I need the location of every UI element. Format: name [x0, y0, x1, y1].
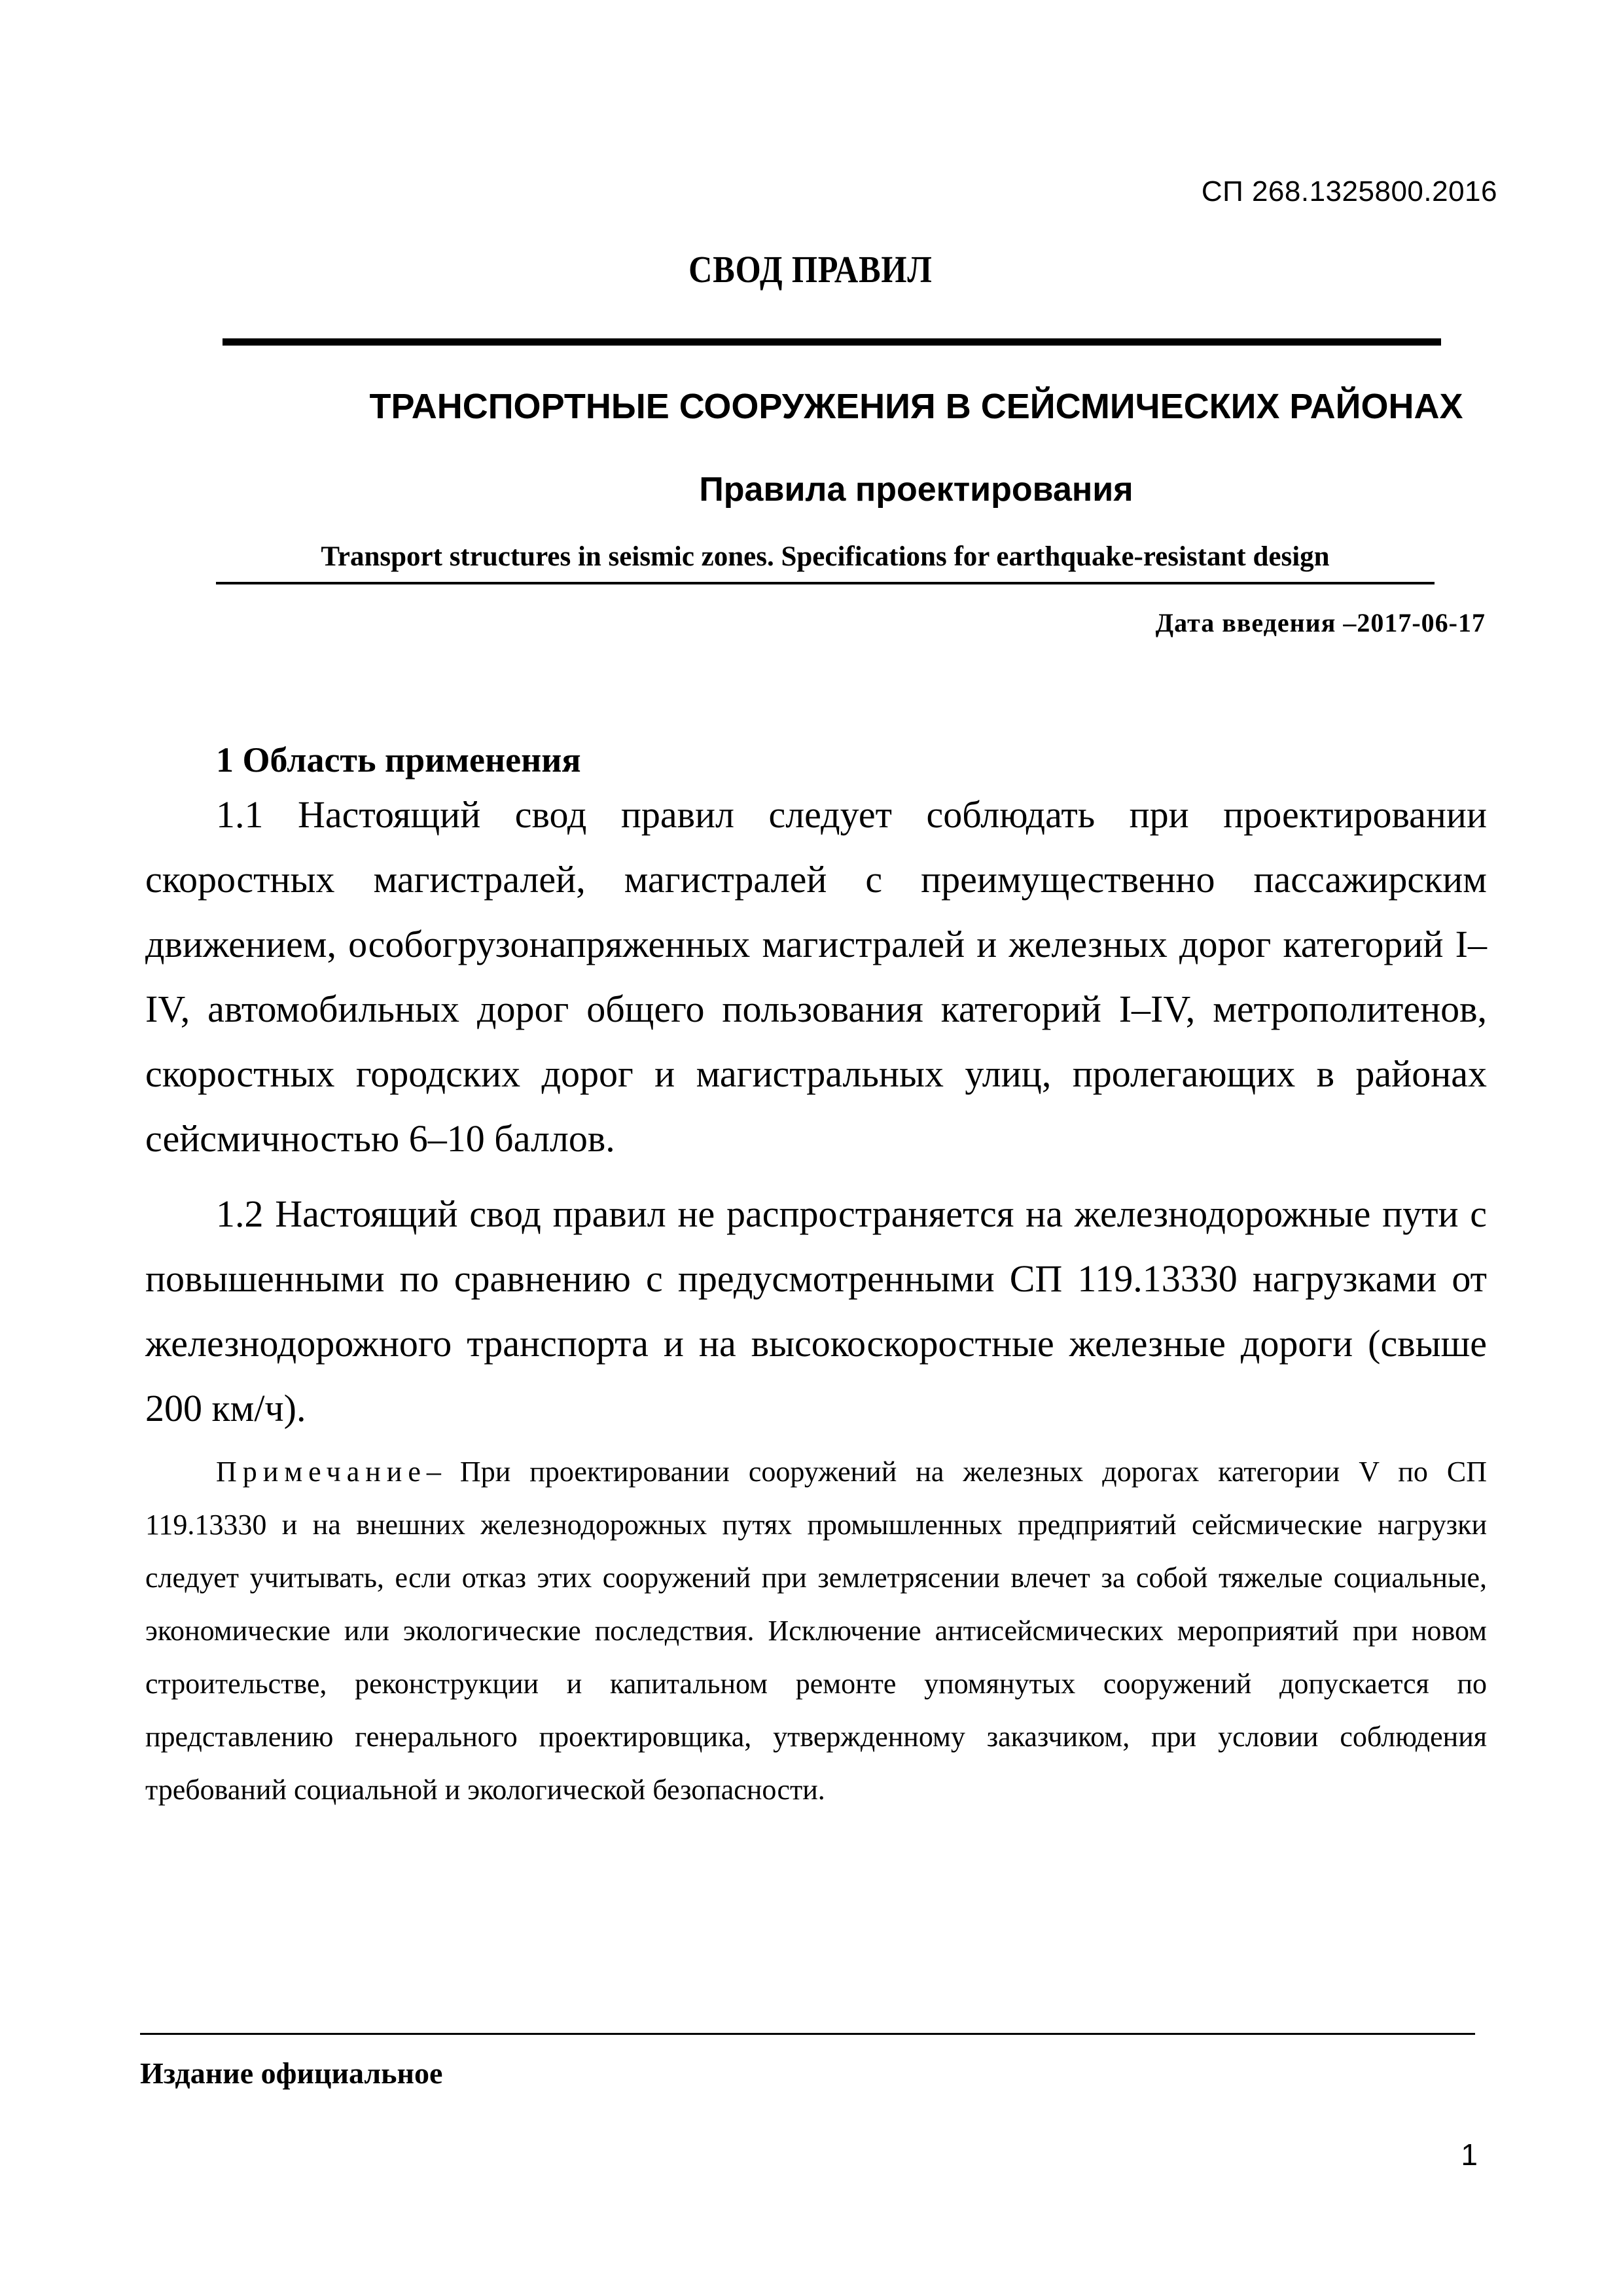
introduction-date: Дата введения –2017-06-17 — [1155, 608, 1486, 637]
english-title: Transport structures in seismic zones. Specifications for earthquake-resistant design — [321, 541, 1330, 572]
note-paragraph — [145, 1445, 1487, 1816]
document-title: ТРАНСПОРТНЫЕ СООРУЖЕНИЯ В СЕЙСМИЧЕСКИХ РАЙОНАХ — [369, 387, 1463, 426]
document-type-heading: СВОД ПРАВИЛ — [688, 248, 933, 291]
title-divider-thin — [216, 582, 1435, 584]
note-text: – При проектировании сооружений на железных дорогах категории V по СП 119.13330 и на внешних железнодорожных путях промышленных предприятий сейсмические нагрузки следует учитывать, если отказ этих сооружений при землетрясении влечет за собой тяжелые социальные, экономические или экологические последствия. Исключение антисейсмических мероприятий при новом строительстве, реконструкции и капитальном ремонте упомянутых сооружений допускается по представлению генерального проектировщика, утвержденному заказчиком, при условии соблюдения требований социальной и экологической безопасности. — [145, 1456, 1487, 1806]
section-heading: 1 Область применения — [216, 740, 581, 780]
page-number: 1 — [1461, 2138, 1478, 2172]
official-edition-label: Издание официальное — [140, 2056, 443, 2090]
paragraph-1-2: 1.2 Настоящий свод правил не распространяется на железнодорожные пути с повышенными по сравнению с предусмотренными СП 119.13330 нагрузками от железнодорожного транспорта и на высокоскоростные железные дороги (свыше 200 км/ч). — [145, 1193, 1487, 1429]
document-code: СП 268.1325800.2016 — [1201, 175, 1497, 207]
note-label: Примечание — [216, 1456, 427, 1488]
footer-divider — [140, 2033, 1475, 2035]
paragraph-1-1: 1.1 Настоящий свод правил следует соблюдать при проектировании скоростных магистралей, магистралей с преимущественно пассажирским движением, особогрузонапряженных магистралей и железных дорог категорий I–IV, автомобильных дорог общего пользования категорий I–IV, метрополитенов, скоростных городских дорог и магистральных улиц, пролегающих в районах сейсмичностью 6–10 баллов. — [145, 793, 1487, 1160]
title-divider-thick — [223, 338, 1441, 346]
document-subtitle: Правила проектирования — [699, 471, 1133, 509]
